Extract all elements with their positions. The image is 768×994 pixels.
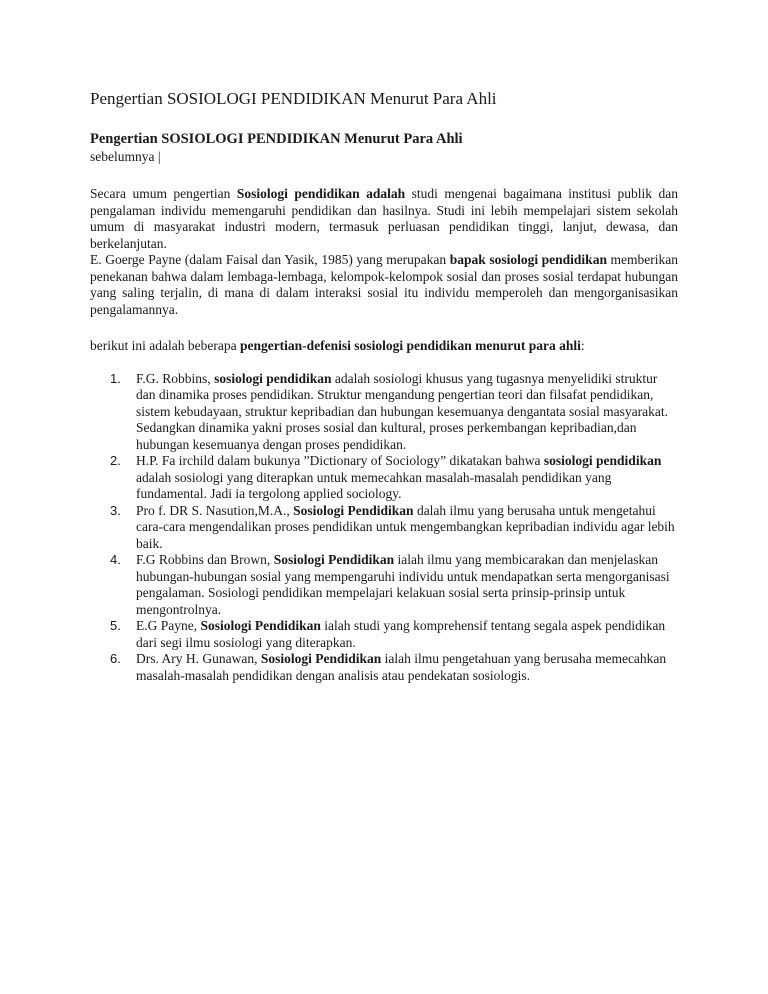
text: memberikan penekanan bahwa dalam lembaga-lembaga, kelompok-kelompok sosial dan proses sosial terdapat hubungan yang saling terjalin, di mana di dalam interaksi sosial itu individu memperoleh dan mengorganisasikan pengalamannya. <box>90 252 678 317</box>
bold-term: Sosiologi Pendidikan <box>293 502 414 518</box>
text: F.G Robbins dan Brown, <box>136 552 274 567</box>
list-number: 5. <box>110 618 121 633</box>
post-title: Pengertian SOSIOLOGI PENDIDIKAN Menurut Para Ahli <box>90 131 463 147</box>
text: Drs. Ary H. Gunawan, <box>136 651 261 666</box>
list-number: 3. <box>110 502 121 518</box>
bold-term: Sosiologi pendidikan adalah <box>236 186 406 201</box>
text: studi mengenai bagaimana institusi publik dan pengalaman individu memengaruhi pendidikan dan hasilnya. Studi ini lebih mempelajari sistem sekolah umum di masyarakat industri modern, termasuk perluasan pendidikan tinggi, lanjut, dewasa, dan berkelanjutan. <box>90 186 678 251</box>
previous-link[interactable]: sebelumnya | <box>90 149 161 164</box>
list-number: 2. <box>110 453 121 468</box>
paragraph-intro <box>90 338 678 355</box>
text: E. Goerge Payne (dalam Faisal dan Yasik, 1985) yang merupakan <box>90 252 450 267</box>
list-item <box>90 552 678 618</box>
list-number: 4. <box>110 552 121 567</box>
bold-term: bapak sosiologi pendidikan <box>449 252 607 267</box>
text: E.G Payne, <box>136 618 201 633</box>
text: adalah sosiologi yang diterapkan untuk memecahkan masalah-masalah pendidikan yang fundamental. Jadi ia tergolong applied sociology. <box>136 469 612 501</box>
bold-term: sosiologi pendidikan <box>543 453 662 468</box>
bold-term: pengertian-defenisi sosiologi pendidikan menurut para ahli <box>239 338 581 353</box>
list-number: 6. <box>110 651 121 666</box>
paragraph-general-definition <box>90 186 678 252</box>
text: F.G. Robbins, <box>136 370 215 386</box>
bold-term: Sosiologi Pendidikan <box>200 618 321 633</box>
text: ialah ilmu pengetahuan yang berusaha memecahkan masalah-masalah pendidikan dengan analisis atau pendekatan sosiologis. <box>136 651 667 683</box>
bold-term: Sosiologi Pendidikan <box>273 552 395 567</box>
definitions-list <box>90 371 678 685</box>
text: : <box>580 338 585 353</box>
text: Pro f. DR S. Nasution,M.A., <box>136 502 294 518</box>
text: berikut ini adalah beberapa <box>90 338 240 353</box>
text: ialah studi yang komprehensif tentang segala aspek pendidikan dari segi ilmu sosiologi yang diterapkan. <box>136 618 666 650</box>
list-item <box>90 371 678 454</box>
bold-term: sosiologi pendidikan <box>214 370 332 386</box>
bold-term: Sosiologi Pendidikan <box>260 651 382 666</box>
document-title: Pengertian SOSIOLOGI PENDIDIKAN Menurut Para Ahli <box>90 89 497 108</box>
text: ialah ilmu yang membicarakan dan menjelaskan hubungan-hubungan sosial yang mempengaruhi individu untuk mendapatkan serta mengorganisasi pengalaman. Sosiologi pendidikan mempelajari kelakuan sosial serta prinsip-prinsip untuk mengontrolnya. <box>136 552 670 617</box>
text: H.P. Fa irchild dalam bukunya ”Dictionary of Sociology” dikatakan bahwa <box>136 453 544 468</box>
paragraph-payne <box>90 252 678 318</box>
text: dalah ilmu yang berusaha untuk mengetahui cara-cara mengendalikan proses pendidikan untuk mengembangkan kepribadian individu agar lebih baik. <box>136 502 675 551</box>
list-item <box>90 618 678 651</box>
list-item <box>90 453 678 503</box>
list-item <box>90 651 678 684</box>
text: Secara umum pengertian <box>90 186 237 201</box>
list-item <box>90 503 678 553</box>
text: adalah sosiologi khusus yang tugasnya menyelidiki struktur dan dinamika proses pendidikan. Struktur mengandung pengertian teori dan filsafat pendidikan, sistem kebudayaan, struktur kepribadian dan hubungan kesemuanya dengantata sosial masyarakat. Sedangkan dinamika yakni proses sosial dan kultural, proses perkembangan kepribadian,dan hubungan kesemuanya dengan proses pendidikan. <box>136 370 668 452</box>
list-number: 1. <box>110 370 121 386</box>
